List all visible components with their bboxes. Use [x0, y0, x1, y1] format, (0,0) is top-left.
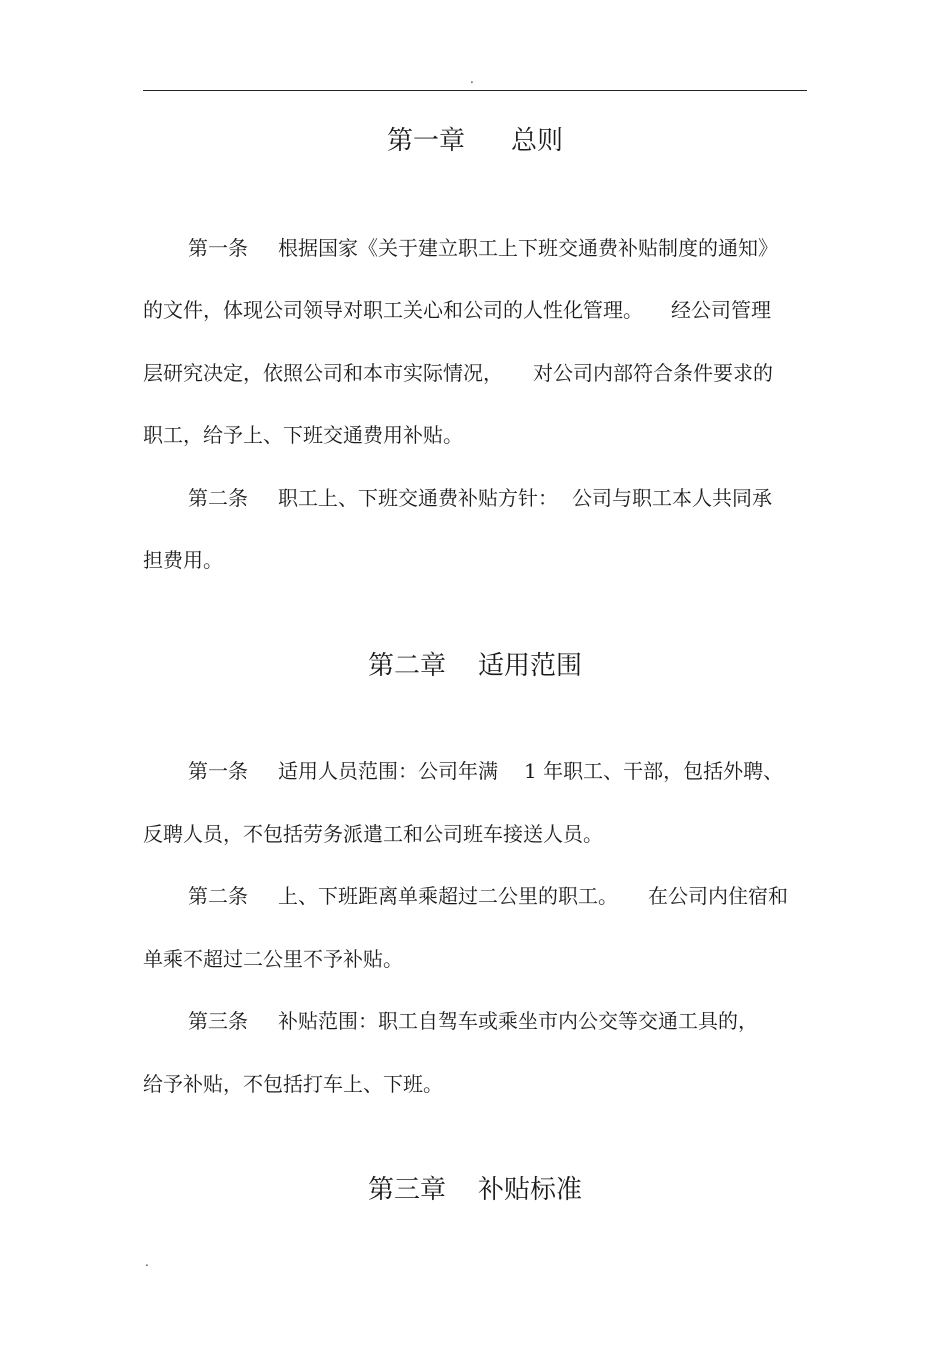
ch2-art2-line1 — [143, 884, 852, 908]
chapter-name: 总则 — [511, 126, 564, 156]
article-text: 职工，给予上、下班交通费用补贴。 — [143, 423, 463, 447]
ch1-art1-line1 — [143, 236, 852, 260]
article-label: 第一条 — [188, 759, 248, 783]
ch2-art3-line1 — [143, 1009, 852, 1033]
article-text: 的文件，体现公司领导对职工关心和公司的人性化管理。 — [143, 298, 643, 322]
ch1-art1-line2 — [143, 298, 807, 322]
footer-mark: . — [145, 1255, 149, 1269]
article-label: 第三条 — [188, 1009, 248, 1033]
ch2-art1-line2 — [143, 822, 807, 846]
article-text: 在公司内住宿和 — [648, 884, 788, 908]
article-text: 上、下班距离单乘超过二公里的职工。 — [278, 884, 618, 908]
article-text: 经公司管理 — [671, 298, 771, 322]
header-rule — [143, 90, 807, 91]
article-text: 层研究决定，依照公司和本市实际情况， — [143, 361, 503, 385]
chapter-2-title — [143, 651, 807, 681]
ch1-art2-line1 — [143, 486, 852, 510]
chapter-3-title — [143, 1175, 807, 1205]
article-text: 根据国家《关于建立职工上下班交通费补贴制度的通知》 — [278, 236, 778, 260]
chapter-number: 第一章 — [386, 126, 465, 156]
chapter-number: 第三章 — [367, 1175, 446, 1205]
article-text: 1 年职工、干部，包括外聘、 — [524, 759, 784, 783]
ch1-art1-line3 — [143, 361, 807, 385]
article-label: 第一条 — [188, 236, 248, 260]
article-text: 给予补贴，不包括打车上、下班。 — [143, 1072, 443, 1096]
ch2-art3-line2 — [143, 1072, 807, 1096]
chapter-name: 补贴标准 — [478, 1175, 583, 1205]
chapter-1-title — [143, 126, 807, 156]
chapter-name: 适用范围 — [478, 651, 583, 681]
article-text: 职工上、下班交通费补贴方针： — [278, 486, 558, 510]
article-text: 反聘人员，不包括劳务派遣工和公司班车接送人员。 — [143, 822, 603, 846]
article-text: 补贴范围：职工自驾车或乘坐市内公交等交通工具的， — [278, 1009, 758, 1033]
ch2-art2-line2 — [143, 947, 807, 971]
article-text: 适用人员范围：公司年满 — [278, 759, 498, 783]
article-text: 对公司内部符合条件要求的 — [533, 361, 773, 385]
article-label: 第二条 — [188, 486, 248, 510]
ch1-art2-line2 — [143, 548, 807, 572]
article-label: 第二条 — [188, 884, 248, 908]
chapter-number: 第二章 — [367, 651, 446, 681]
ch2-art1-line1 — [143, 759, 852, 783]
article-text: 单乘不超过二公里不予补贴。 — [143, 947, 403, 971]
ch1-art1-line4 — [143, 423, 807, 447]
article-text: 担费用。 — [143, 548, 223, 572]
article-text: 公司与职工本人共同承 — [572, 486, 772, 510]
header-mark: . — [470, 72, 474, 86]
